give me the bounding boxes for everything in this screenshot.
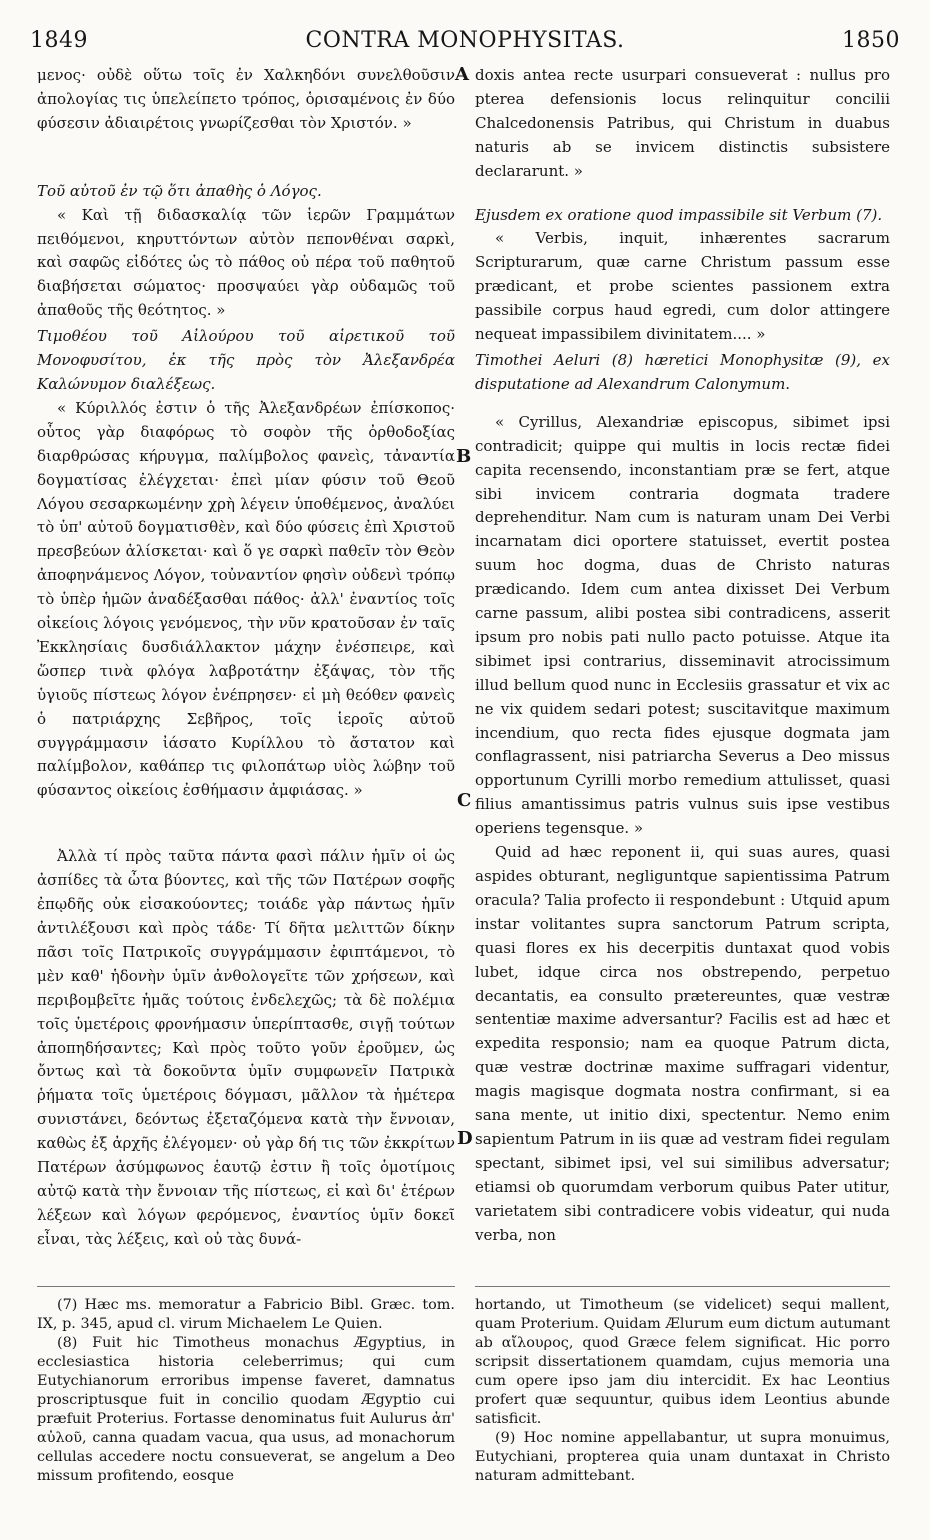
footnote-rule-left: [37, 1286, 455, 1287]
footnote-9: (9) Hoc nomine appellabantur, ut supra monuimus, Eutychiani, propterea quia unam duntaxat in Christo naturam admittebant.: [475, 1430, 890, 1484]
latin-section-title-1: Ejusdem ex oratione quod impassibile sit Verbum (7).: [475, 205, 883, 224]
greek-paragraph-2: « Κύριλλός ἐστιν ὁ τῆς Ἀλεξανδρέων ἐπίσκοπος· οὗτος γὰρ διαφόρως τὸ σοφὸν τῆς ὀρθοδοξίας διαρθρώσας κήρυγμα, παλίμβολος φανεὶς, τἀναντία δογματίσας ἐλέγχεται· ἐπεὶ μίαν φύσιν τοῦ Θεοῦ Λόγου σεσαρκωμένην χρὴ λέγειν ὑποθέμενος, ἀναλύει τὸ ὑπ' αὐτοῦ δογματισθὲν, καὶ δύο φύσεις ἐπὶ Χριστοῦ πρεσβεύων ἁλίσκεται· καὶ ὅ γε σαρκὶ παθεῖν τὸν Θεὸν ἀποφηνάμενος Λόγον, τοὐναντίον φησὶν οὐδενὶ τρόπῳ τὸ ὑπὲρ ἡμῶν ἀναδέξασθαι πάθος· ἀλλ' ἐναντίος τοῖς οἰκείοις λόγοις γενόμενος, τὴν νῦν κρατοῦσαν ἐν ταῖς Ἐκκλησίαις δυσδιάλλακτον μάχην ἐνέσπειρε, καὶ ὥσπερ τινὰ φλόγα λαβροτάτην ἐξάψας, τὸν τῆς ὑγιοῦς πίστεως λόγον ἐνέπρησεν· εἰ μὴ θεόθεν φανεὶς ὁ πατριάρχης Σεβῆρος, τοῖς ἱεροῖς αὐτοῦ συγγράμμασιν ἰάσατο Κυρίλλου τὸ ἄστατον καὶ παλίμβολον, καθάπερ τις φιλοπάτωρ υἱὸς λώβην τοῦ φύσαντος οἰκείοις ἐσθήμασιν ἀμφιάσας. »: [37, 398, 455, 800]
footnote-8-continued: hortando, ut Timotheum (se videlicet) sequi mallent, quam Proterium. Quidam Ælurum eum dictum autumant ab αἴλουρος, quod Græce felem significat. Hic porro scripsit dissertationem quamdam, cujus memoria una cum opere ipso jam diu intercidit. Ex hac Leontius profert quæ sequuntur, quibus idem Leontius abunde satisficit.: [475, 1297, 890, 1427]
greek-section-title-2: Τιμοθέου τοῦ Αἰλούρου τοῦ αἱρετικοῦ τοῦ Μονοφυσίτου, ἐκ τῆς πρὸς τὸν Ἀλεξανδρέα Καλώνυμον διαλέξεως.: [37, 327, 455, 393]
margin-letter-c: C: [457, 790, 472, 811]
latin-paragraph-1: « Verbis, inquit, inhærentes sacrarum Scripturarum, quæ carne Christum passum esse prædicant, et probe scientes passionem extra passibile corpus haud egredi, cum dolor attingere nequeat impassibilem divinitatem.... »: [475, 229, 890, 344]
greek-paragraph-3: Ἀλλὰ τί πρὸς ταῦτα πάντα φασὶ πάλιν ἡμῖν οἱ ὡς ἀσπίδες τὰ ὦτα βύοντες, καὶ τῆς τῶν Πατέρων σοφῆς ἐπῳδῆς οὐκ εἰσακούοντες; τοιάδε γὰρ πάντως ἡμῖν ἀντιλέξουσι καὶ πρὸς τάδε· Τί δῆτα μελιττῶν δίκην πᾶσι τοῖς Πατρικοῖς συγγράμμασιν ἐφιπτάμενοι, τὸ μὲν καθ' ἡδονὴν ὑμῖν ἀνθολογεῖτε τῶν χρήσεων, καὶ περιβομβεῖτε ἡμᾶς τούτοις ἐνδελεχῶς; τὰ δὲ πολέμια τοῖς ὑμετέροις φρονήμασιν ὑπερίπτασθε, σιγῇ τούτων ἀποπηδήσαντες; Καὶ πρὸς τοῦτο γοῦν ἐροῦμεν, ὡς ὄντως καὶ τὰ δοκοῦντα ὑμῖν συμφωνεῖν Πατρικὰ ῥήματα τοῖς ὑμετέροις δόγμασι, μᾶλλον τὰ ἡμέτερα συνιστάνει, δεόντως ἐξεταζόμενα κατὰ τὴν ἔννοιαν, καθὼς ἐξ ἀρχῆς ἐλέγομεν· οὐ γὰρ δή τις τῶν ἐκκρίτων Πατέρων ἀσύμφωνος ἑαυτῷ ἐστιν ἢ τοῖς ὁμοτίμοις αὐτῷ κατὰ τὴν ἔννοιαν τῆς πίστεως, εἰ καὶ δι' ἑτέρων λέξεων καὶ λόγων φερόμενος, ἐναντίος ὑμῖν δοκεῖ εἶναι, τὰς λέξεις, καὶ οὐ τὰς δυνά-: [37, 847, 455, 1248]
footnote-8: (8) Fuit hic Timotheus monachus Ægyptius, in ecclesiastica historia celeberrimus; qui cum Eutychianorum erroribus impense faveret, damnatus proscriptusque fuit in concilio quodam Ægyptio cui præfuit Proterius. Fortasse denominatus fuit Aulurus ἀπ' αὐλοῦ, canna quadam vacua, qua usus, ad monachorum cellulas accedere noctu consueverat, se angelum a Deo missum profitendo, eosque: [37, 1335, 455, 1484]
footnote-7: (7) Hæc ms. memoratur a Fabricio Bibl. Græc. tom. IX, p. 345, apud cl. virum Michaelem Le Quien.: [37, 1297, 455, 1332]
latin-section-title-2: Timothei Aeluri (8) hæretici Monophysitæ (9), ex disputatione ad Alexandrum Calonymum.: [475, 350, 890, 393]
greek-section-title-1: Τοῦ αὐτοῦ ἐν τῷ ὅτι ἀπαθὴς ὁ Λόγος.: [37, 181, 322, 200]
greek-intro: μενος· οὐδὲ οὕτω τοῖς ἐν Χαλκηδόνι συνελθοῦσιν ἀπολογίας τις ὑπελείπετο τρόπος, ὁρισαμένοις ἐν δύο φύσεσιν ἀδιαιρέτοις γνωρίζεσθαι τὸν Χριστόν. »: [37, 66, 455, 132]
latin-column: [475, 64, 890, 1248]
footnote-rule-right: [475, 1286, 890, 1287]
running-title: CONTRA MONOPHYSITAS.: [305, 28, 625, 53]
footnotes-right: [475, 1296, 890, 1486]
latin-intro: doxis antea recte usurpari consueverat : nullus pro pterea defensionis locus relinquitur concilii Chalcedonensis Patribus, qui Christum in duabus naturis ab se invicem distinctis subsistere declararunt. »: [475, 66, 890, 180]
page-number-right: 1850: [842, 28, 900, 53]
page-number-left: 1849: [30, 28, 88, 53]
margin-letter-b: B: [456, 446, 472, 467]
page-header: [30, 28, 900, 58]
latin-paragraph-3: Quid ad hæc reponent ii, qui suas aures, quasi aspides obturant, negliguntque sapientissima Patrum oracula? Talia profecto ii respondebunt : Utquid apum instar volitantes supra sanctorum Patrum scripta, quasi flores ex his decerpitis duntaxat quod vobis lubet, idque circa nos obstrependo, perpetuo decantatis, ea consulto prætereuntes, quæ vestræ sententiæ maxime adversantur? Facilis est ad hæc et expedita responsio; nam ea quoque Patrum dicta, quæ vestræ doctrinæ maxime suffragari videntur, magis magisque dogmata nostra confirmant, si ea sana mente, ut initio dixi, spectentur. Nemo enim sapientum Patrum in iis quæ ad vestram fidei regulam spectant, sibimet ipsi, vel sui similibus adversatur; etiamsi ob quorumdam verborum quibus Pater utitur, varietatem sibi contradicere vobis videatur, qui nuda verba, non: [475, 843, 890, 1244]
margin-letter-a: A: [455, 64, 469, 85]
margin-letter-d: D: [457, 1128, 473, 1149]
greek-paragraph-1: « Καὶ τῇ διδασκαλίᾳ τῶν ἱερῶν Γραμμάτων πειθόμενοι, κηρυττόντων αὐτὸν πεπονθέναι σαρκὶ, καὶ σαφῶς εἰδότες ὡς τὸ πάθος οὐ πέρα τοῦ παθητοῦ διαβήσεται σώματος· προσψαύει γὰρ οὐδαμῶς τοῦ ἀπαθοῦς τῆς θεότητος. »: [37, 205, 455, 320]
greek-column: [37, 64, 455, 1252]
footnotes-left: [37, 1296, 455, 1486]
latin-paragraph-2: « Cyrillus, Alexandriæ episcopus, sibimet ipsi contradicit; quippe qui multis in locis rectæ fidei capita recensendo, inconstantiam præ se fert, atque sibi invicem contraria dogmata tradere deprehenditur. Nam cum is naturam unam Dei Verbi incarnatam dici oportere statuisset, evertit postea suum hoc dogma, duas de Christo naturas prædicando. Idem cum antea dixisset Dei Verbum carne passum, alibi postea sibi contradicens, asserit ipsum pro nobis pati nullo pacto potuisse. Atque ita sibimet ipsi contrarius, disseminavit atrocissimum illud bellum quod nunc in Ecclesiis grassatur et vix ac ne vix quidem sedari potest; suscitavitque maximum incendium, quo recta fides ejusque dogmata jam conflagrassent, nisi patriarcha Severus a Deo missus opportunum Cyrilli morbo remedium attulisset, quasi filius amantissimus patris vulnus suis ipse vestibus operiens tegensque. »: [475, 412, 890, 838]
